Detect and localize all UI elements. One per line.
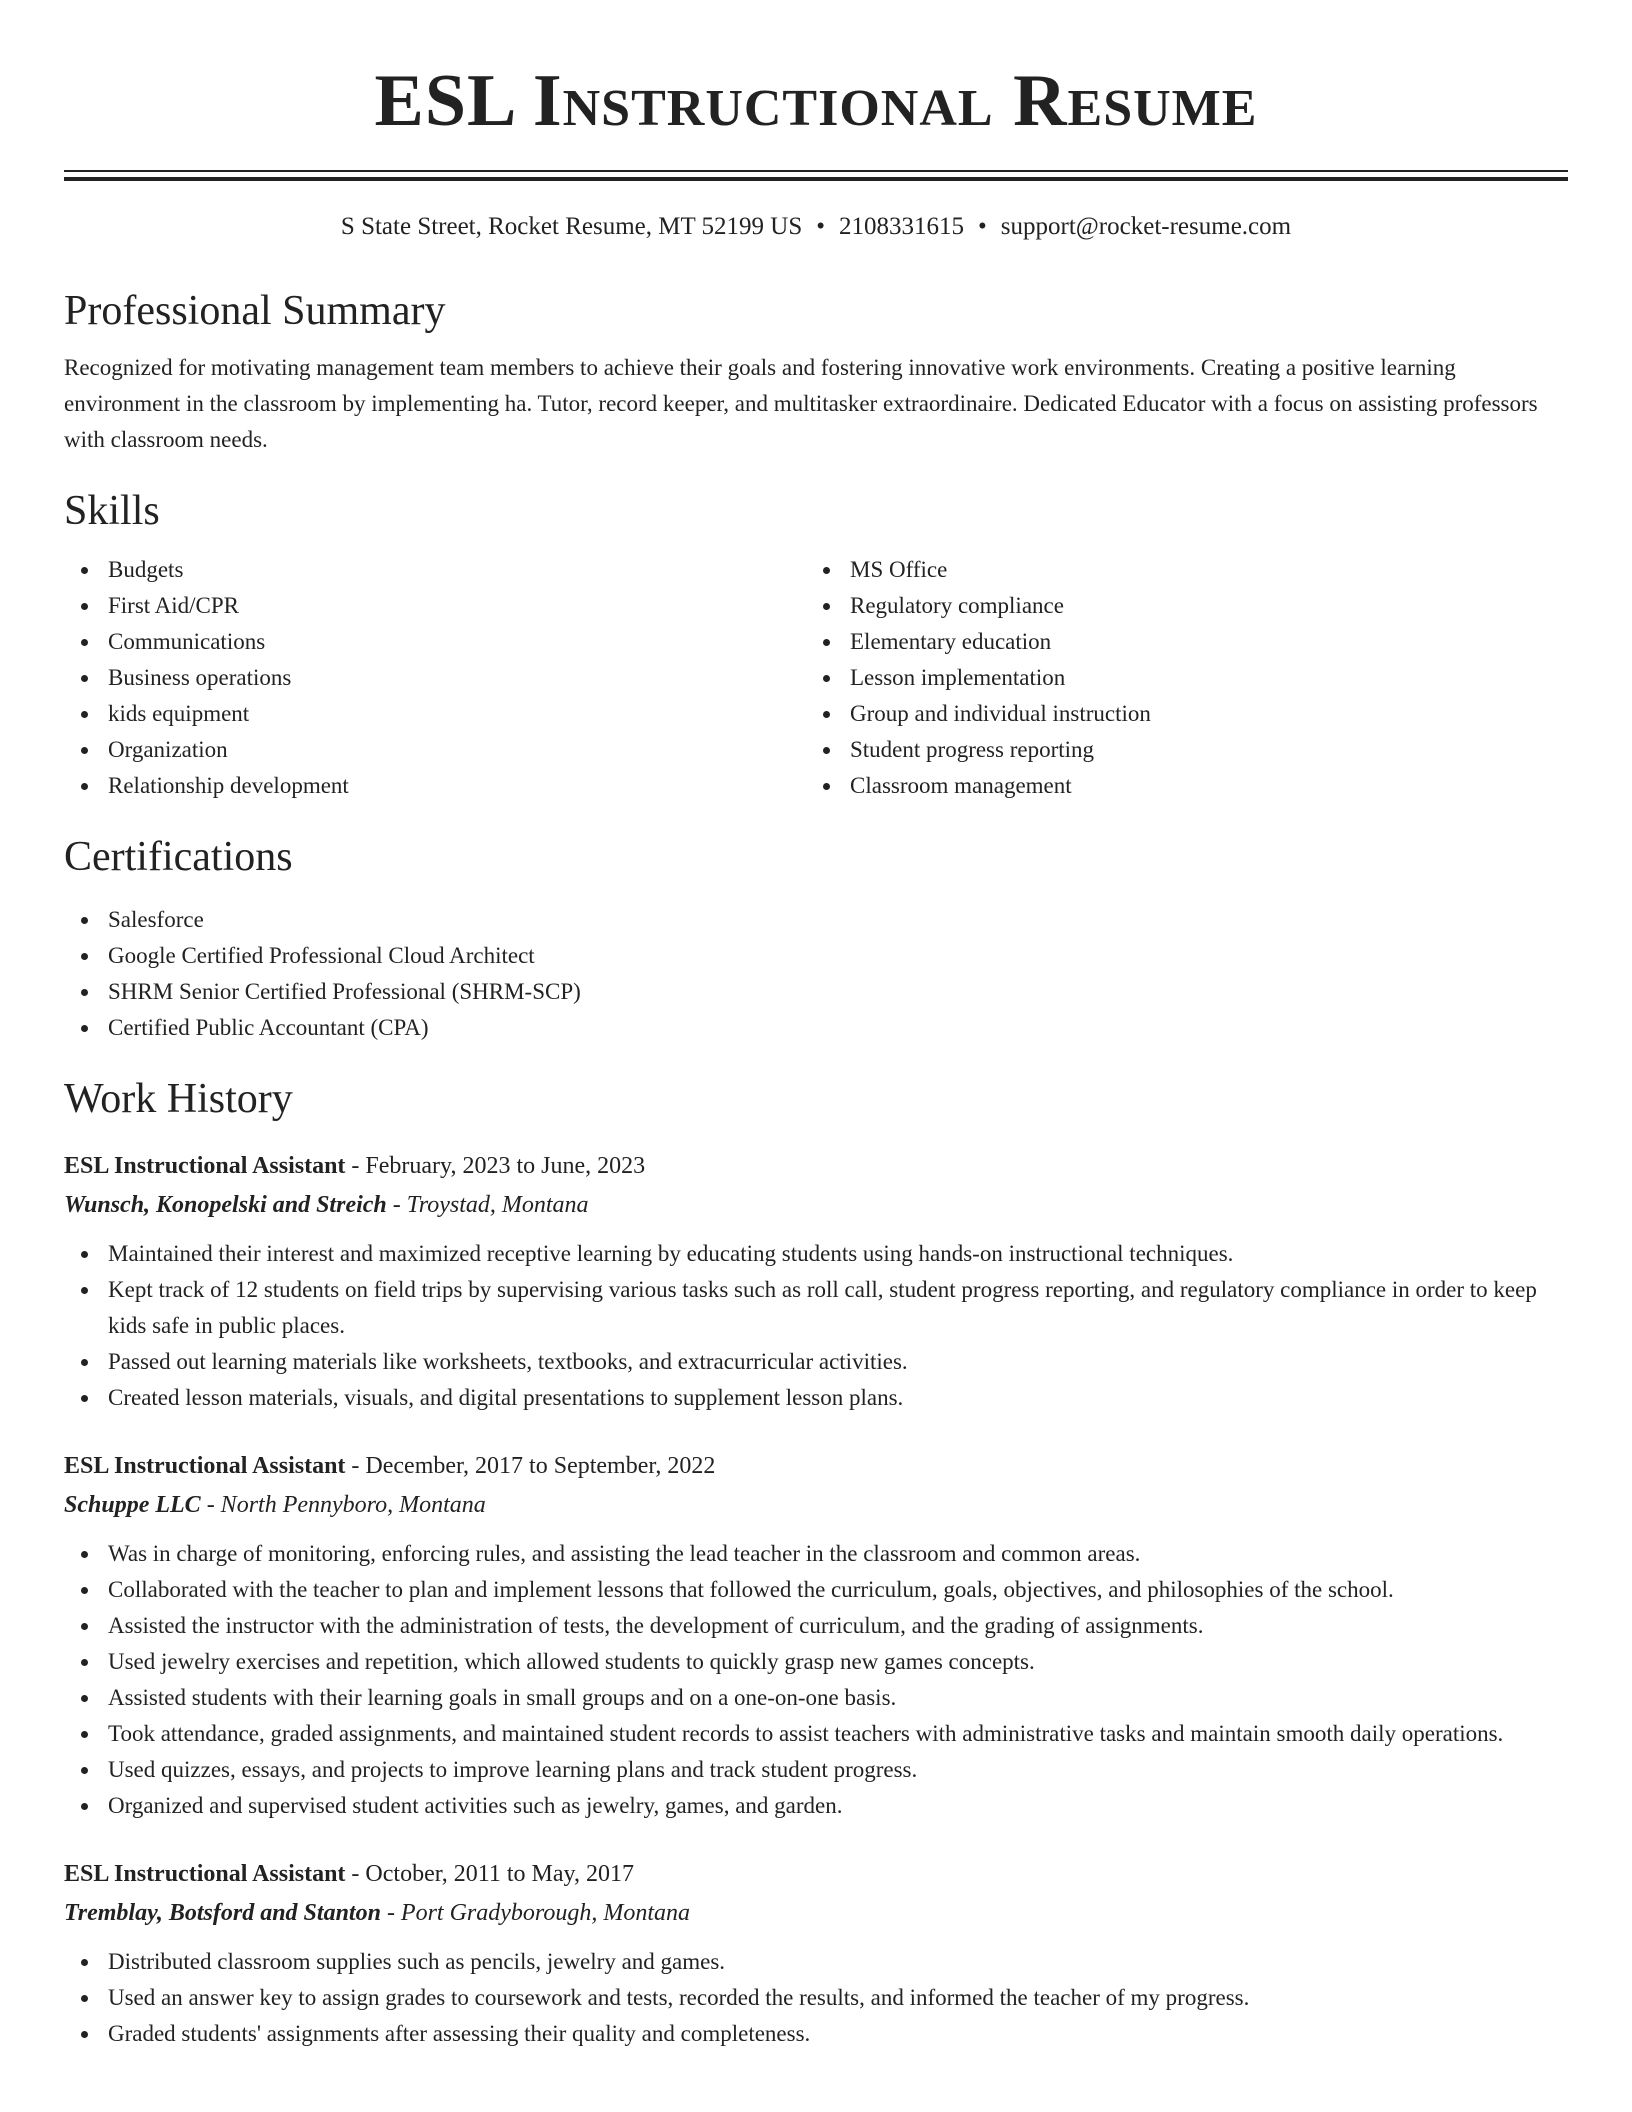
job-title: ESL Instructional Assistant — [64, 1861, 346, 1888]
skill-item: Regulatory compliance — [806, 588, 1548, 624]
resume-title: ESL Instructional Resume — [374, 60, 1258, 142]
company-name: Wunsch, Konopelski and Streich — [64, 1192, 387, 1219]
contact-phone: 2108331615 — [839, 213, 965, 240]
job-duty: Was in charge of monitoring, enforcing rules, and assisting the lead teacher in the classroom and common areas. — [64, 1536, 1568, 1572]
contact-email: support@rocket-resume.com — [1000, 213, 1292, 240]
certification-item: Salesforce — [64, 902, 1568, 938]
job-duty: Used an answer key to assign grades to coursework and tests, recorded the results, and informed the teacher of my progress. — [64, 1980, 1568, 2016]
job-duty: Took attendance, graded assignments, and maintained student records to assist teachers with administrative tasks and maintain smooth daily operations. — [64, 1716, 1568, 1752]
job-duties-list — [64, 1536, 1568, 1824]
job-duty: Used quizzes, essays, and projects to improve learning plans and track student progress. — [64, 1752, 1568, 1788]
skill-item: Group and individual instruction — [806, 696, 1548, 732]
company-name: Tremblay, Botsford and Stanton — [64, 1900, 381, 1927]
job-title-line — [64, 1446, 1568, 1486]
skill-item: Business operations — [64, 660, 806, 696]
job-duty: Graded students' assignments after assessing their quality and completeness. — [64, 2016, 1568, 2052]
job-title: ESL Instructional Assistant — [64, 1153, 346, 1180]
skills-heading: Skills — [64, 487, 160, 534]
job-entry — [64, 1854, 1568, 2052]
company-location: - North Pennyboro, Montana — [200, 1492, 486, 1519]
company-name: Schuppe LLC — [64, 1492, 201, 1519]
job-duty: Kept track of 12 students on field trips by supervising various tasks such as roll call, student progress reporting, and regulatory compliance in order to keep kids safe in public places. — [64, 1272, 1568, 1344]
company-line — [64, 1186, 1568, 1224]
skill-item: Lesson implementation — [806, 660, 1548, 696]
company-line — [64, 1486, 1568, 1524]
contact-separator: • — [816, 213, 826, 240]
title-divider — [64, 170, 1568, 181]
skill-item: Communications — [64, 624, 806, 660]
job-duties-list — [64, 1944, 1568, 2052]
job-title-line — [64, 1146, 1568, 1186]
skills-list-right — [806, 552, 1548, 804]
company-line — [64, 1894, 1568, 1932]
job-title: ESL Instructional Assistant — [64, 1453, 346, 1480]
skill-item: First Aid/CPR — [64, 588, 806, 624]
job-duty: Distributed classroom supplies such as pencils, jewelry and games. — [64, 1944, 1568, 1980]
company-location: - Port Gradyborough, Montana — [380, 1900, 691, 1927]
certification-item: Certified Public Accountant (CPA) — [64, 1010, 1568, 1046]
skill-item: MS Office — [806, 552, 1548, 588]
job-entry — [64, 1146, 1568, 1416]
company-location: - Troystad, Montana — [386, 1192, 589, 1219]
job-duty: Collaborated with the teacher to plan and implement lessons that followed the curriculum, goals, objectives, and philosophies of the school. — [64, 1572, 1568, 1608]
skill-item: Relationship development — [64, 768, 806, 804]
job-dates: - October, 2011 to May, 2017 — [345, 1861, 634, 1888]
job-duty: Assisted students with their learning goals in small groups and on a one-on-one basis. — [64, 1680, 1568, 1716]
job-duty: Created lesson materials, visuals, and digital presentations to supplement lesson plans. — [64, 1380, 1568, 1416]
contact-separator: • — [978, 213, 987, 240]
certification-item: SHRM Senior Certified Professional (SHRM-SCP) — [64, 974, 1568, 1010]
skill-item: Classroom management — [806, 768, 1548, 804]
job-duty: Maintained their interest and maximized receptive learning by educating students using hands-on instructional techniques. — [64, 1236, 1568, 1272]
job-duty: Used jewelry exercises and repetition, which allowed students to quickly grasp new games concepts. — [64, 1644, 1568, 1680]
job-entry — [64, 1446, 1568, 1824]
job-duty: Organized and supervised student activities such as jewelry, games, and garden. — [64, 1788, 1568, 1824]
skill-item: Organization — [64, 732, 806, 768]
contact-address: S State Street, Rocket Resume, MT 52199 US — [340, 213, 803, 240]
work-history-heading: Work History — [64, 1076, 293, 1123]
job-dates: - February, 2023 to June, 2023 — [345, 1153, 646, 1180]
skills-list-left — [64, 552, 806, 804]
summary-heading: Professional Summary — [64, 287, 446, 334]
skill-item: kids equipment — [64, 696, 806, 732]
summary-text: Recognized for motivating management team members to achieve their goals and fostering innovative work environments. Creating a positive learning environment in the classroom by implementing ha. Tutor, record keeper, and multitasker extraordinaire. Dedicated Educator with a focus on assisting professors with classroom needs. — [64, 354, 1538, 452]
certifications-heading: Certifications — [64, 833, 293, 880]
certification-item: Google Certified Professional Cloud Architect — [64, 938, 1568, 974]
skill-item: Student progress reporting — [806, 732, 1548, 768]
job-duty: Assisted the instructor with the administration of tests, the development of curriculum, and the grading of assignments. — [64, 1608, 1568, 1644]
skills-grid — [64, 552, 1568, 804]
job-dates: - December, 2017 to September, 2022 — [345, 1453, 716, 1480]
contact-line — [64, 211, 1568, 244]
skill-item: Budgets — [64, 552, 806, 588]
skill-item: Elementary education — [806, 624, 1548, 660]
job-duties-list — [64, 1236, 1568, 1416]
job-duty: Passed out learning materials like worksheets, textbooks, and extracurricular activities. — [64, 1344, 1568, 1380]
certifications-list — [64, 902, 1568, 1046]
job-title-line — [64, 1854, 1568, 1894]
